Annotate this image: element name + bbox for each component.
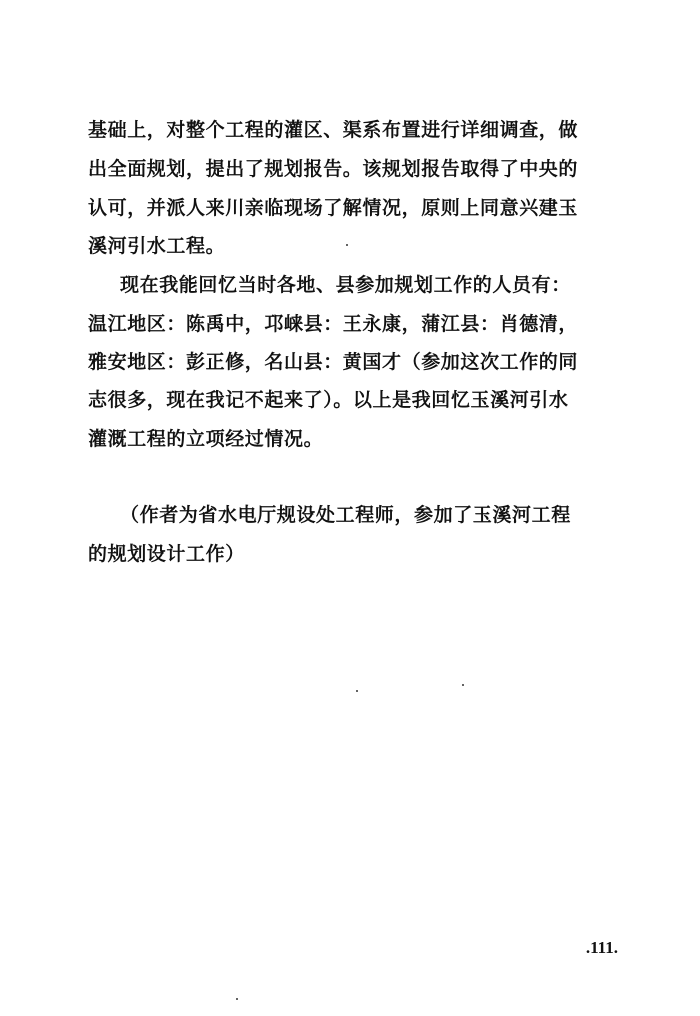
body-line: 温江地区：陈禹中，邛崃县：王永康，蒲江县：肖德清，	[88, 313, 579, 335]
scan-speck	[356, 690, 358, 692]
author-note-line: 的规划设计工作）	[88, 543, 245, 565]
body-line: 溪河引水工程。	[88, 235, 226, 257]
body-line: 认可，并派人来川亲临现场了解情况，原则上同意兴建玉	[88, 197, 579, 219]
body-line: 现在我能回忆当时各地、县参加规划工作的人员有：	[120, 274, 571, 296]
scan-speck	[236, 998, 238, 1000]
body-line: 出全面规划，提出了规划报告。该规划报告取得了中央的	[88, 158, 579, 180]
body-line: 灌溉工程的立项经过情况。	[88, 428, 324, 450]
body-line: 志很多，现在我记不起来了）。以上是我回忆玉溪河引水	[88, 389, 569, 411]
body-line: 基础上，对整个工程的灌区、渠系布置进行详细调查，做	[88, 119, 579, 141]
scan-speck	[462, 684, 464, 686]
scan-speck	[346, 244, 348, 246]
page-number: .111.	[585, 938, 618, 957]
author-note-line: （作者为省水电厅规设处工程师，参加了玉溪河工程	[120, 504, 571, 526]
body-line: 雅安地区：彭正修，名山县：黄国才（参加这次工作的同	[88, 351, 579, 373]
